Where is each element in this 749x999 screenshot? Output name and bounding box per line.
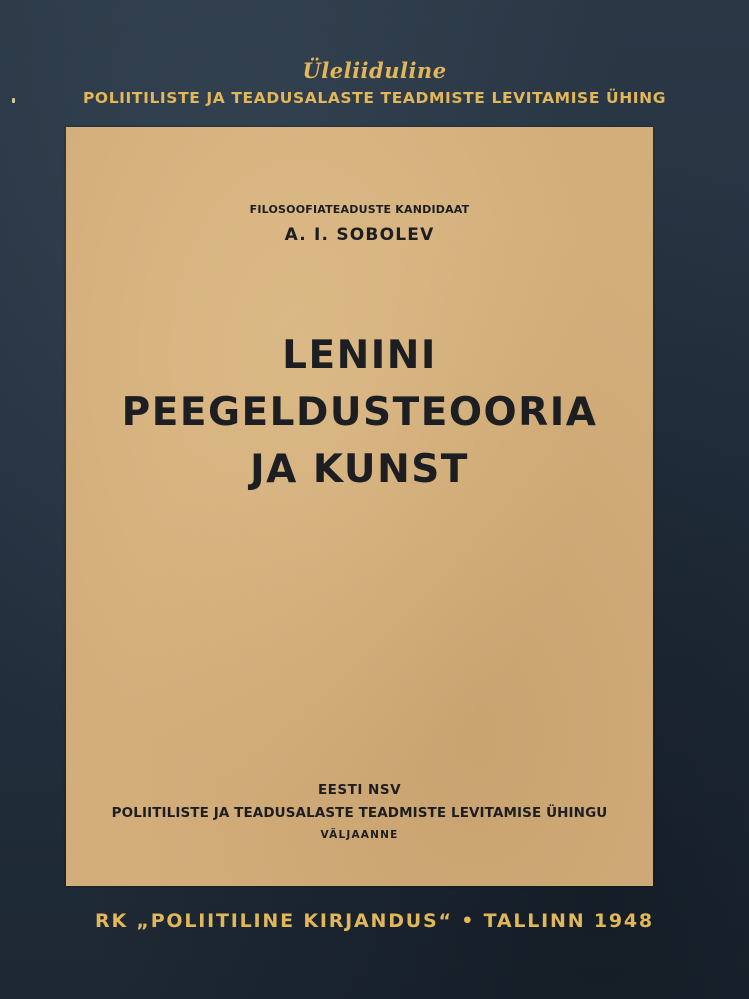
title-line-1: LENINI xyxy=(282,333,437,378)
author-name: A. I. SOBOLEV xyxy=(284,225,435,245)
publisher-line-2: POLIITILISTE JA TEADUSALASTE TEADMISTE LEVITAMISE ÜHINGU xyxy=(111,805,608,821)
book-title xyxy=(66,327,653,498)
title-line-3: JA KUNST xyxy=(250,447,469,492)
author-degree: FILOSOOFIATEADUSTE KANDIDAAT xyxy=(249,203,470,216)
imprint-line: RK „POLIITILINE KIRJANDUS“ • TALLINN 1948 xyxy=(95,910,654,932)
publisher-line-1: EESTI NSV xyxy=(317,782,402,798)
title-label-paper xyxy=(66,127,653,886)
series-script-heading: Üleliiduline xyxy=(302,58,447,83)
organization-heading: POLIITILISTE JA TEADUSALASTE TEADMISTE LEVITAMISE ÜHING xyxy=(82,89,667,107)
publisher-line-3: VÄLJAANNE xyxy=(320,829,399,841)
title-line-2: PEEGELDUSTEOORIA xyxy=(121,390,598,435)
